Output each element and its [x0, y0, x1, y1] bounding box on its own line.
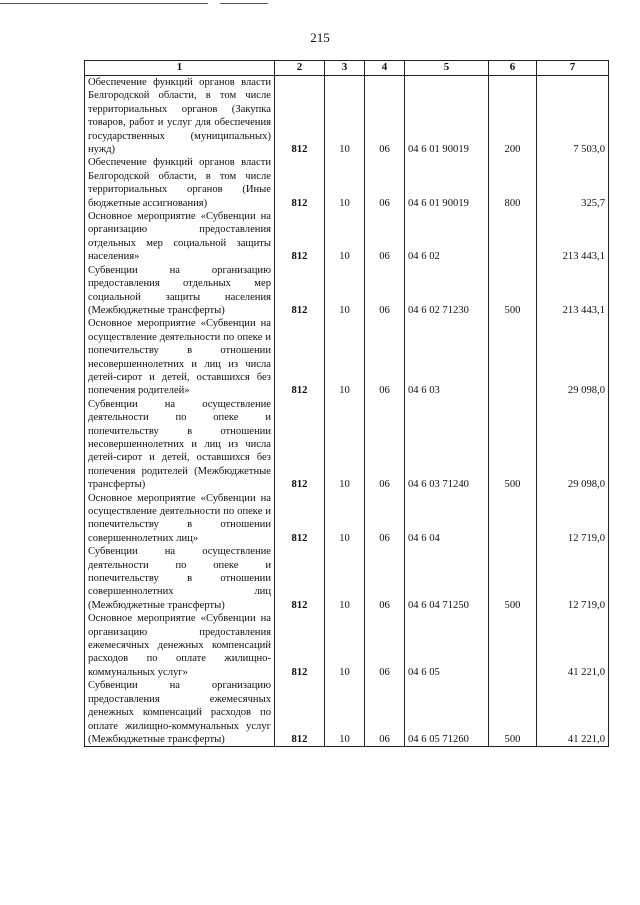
row-name: Субвенции на организацию предоставления отдельных мер социальной защиты населения (Межбюджетные трансферты) — [85, 264, 275, 318]
col-header-4: 4 — [365, 61, 405, 76]
table-row — [85, 679, 609, 747]
row-name: Субвенции на осуществление деятельности по опеке и попечительству в отношении несовершеннолетних и лиц из числа детей-сирот и детей, оставшихся без попечения родителей (Межбюджетные трансферты) — [85, 398, 275, 492]
table-row — [85, 492, 609, 546]
table-row — [85, 398, 609, 492]
row-subsection: 06 — [365, 76, 405, 157]
table-row — [85, 545, 609, 612]
row-name: Основное мероприятие «Субвенции на организацию предоставления ежемесячных денежных компенсаций расходов по оплате жилищно-коммунальных услуг» — [85, 612, 275, 679]
row-admin-code: 812 — [275, 76, 325, 157]
row-admin-code: 812 — [275, 210, 325, 264]
table-row — [85, 612, 609, 679]
row-expense-type: 500 — [489, 398, 537, 492]
table-row — [85, 210, 609, 264]
row-target-article: 04 6 05 71260 — [405, 679, 489, 747]
row-section: 10 — [325, 612, 365, 679]
row-amount: 12 719,0 — [537, 492, 609, 546]
row-expense-type: 500 — [489, 545, 537, 612]
row-name: Субвенции на организацию предоставления ежемесячных денежных компенсаций расходов по оплате жилищно-коммунальных услуг (Межбюджетные трансферты) — [85, 679, 275, 747]
row-admin-code: 812 — [275, 492, 325, 546]
row-expense-type — [489, 317, 537, 397]
row-amount: 213 443,1 — [537, 210, 609, 264]
row-amount: 41 221,0 — [537, 612, 609, 679]
table-row — [85, 156, 609, 210]
row-expense-type: 500 — [489, 679, 537, 747]
row-target-article: 04 6 03 71240 — [405, 398, 489, 492]
row-expense-type: 200 — [489, 76, 537, 157]
header-row — [85, 61, 609, 76]
row-subsection: 06 — [365, 317, 405, 397]
row-target-article: 04 6 02 — [405, 210, 489, 264]
row-target-article: 04 6 03 — [405, 317, 489, 397]
row-expense-type: 800 — [489, 156, 537, 210]
row-section: 10 — [325, 156, 365, 210]
col-header-1: 1 — [85, 61, 275, 76]
page-number: 215 — [310, 30, 330, 45]
row-subsection: 06 — [365, 398, 405, 492]
row-section: 10 — [325, 398, 365, 492]
row-name: Основное мероприятие «Субвенции на осуществление деятельности по опеке и попечительству в отношении совершеннолетних лиц» — [85, 492, 275, 546]
row-admin-code: 812 — [275, 398, 325, 492]
row-subsection: 06 — [365, 264, 405, 318]
row-amount: 213 443,1 — [537, 264, 609, 318]
row-expense-type: 500 — [489, 264, 537, 318]
col-header-5: 5 — [405, 61, 489, 76]
row-amount: 29 098,0 — [537, 398, 609, 492]
row-amount: 325,7 — [537, 156, 609, 210]
row-expense-type — [489, 210, 537, 264]
row-admin-code: 812 — [275, 156, 325, 210]
row-name: Обеспечение функций органов власти Белгородской области, в том числе территориальных органов (Иные бюджетные ассигнования) — [85, 156, 275, 210]
budget-table — [84, 60, 609, 747]
row-target-article: 04 6 05 — [405, 612, 489, 679]
row-admin-code: 812 — [275, 317, 325, 397]
row-section: 10 — [325, 679, 365, 747]
row-section: 10 — [325, 492, 365, 546]
top-rule-right — [220, 3, 268, 4]
row-subsection: 06 — [365, 492, 405, 546]
row-target-article: 04 6 02 71230 — [405, 264, 489, 318]
row-admin-code: 812 — [275, 612, 325, 679]
row-target-article: 04 6 04 — [405, 492, 489, 546]
table-row — [85, 76, 609, 157]
row-name: Основное мероприятие «Субвенции на осуществление деятельности по опеке и попечительству в отношении несовершеннолетних и лиц из числа детей-сирот и детей, оставшихся без попечения родителей» — [85, 317, 275, 397]
table-row — [85, 317, 609, 397]
row-name: Субвенции на осуществление деятельности по опеке и попечительству в отношении совершеннолетних лиц (Межбюджетные трансферты) — [85, 545, 275, 612]
row-amount: 12 719,0 — [537, 545, 609, 612]
row-amount: 29 098,0 — [537, 317, 609, 397]
row-admin-code: 812 — [275, 679, 325, 747]
row-subsection: 06 — [365, 156, 405, 210]
row-expense-type — [489, 492, 537, 546]
row-target-article: 04 6 01 90019 — [405, 76, 489, 157]
row-section: 10 — [325, 264, 365, 318]
col-header-7: 7 — [537, 61, 609, 76]
col-header-6: 6 — [489, 61, 537, 76]
row-admin-code: 812 — [275, 545, 325, 612]
row-subsection: 06 — [365, 679, 405, 747]
table-row — [85, 264, 609, 318]
row-section: 10 — [325, 317, 365, 397]
row-name: Основное мероприятие «Субвенции на организацию предоставления отдельных мер социальной защиты населения» — [85, 210, 275, 264]
row-subsection: 06 — [365, 210, 405, 264]
row-subsection: 06 — [365, 545, 405, 612]
row-target-article: 04 6 01 90019 — [405, 156, 489, 210]
row-section: 10 — [325, 545, 365, 612]
row-section: 10 — [325, 76, 365, 157]
row-subsection: 06 — [365, 612, 405, 679]
row-admin-code: 812 — [275, 264, 325, 318]
row-expense-type — [489, 612, 537, 679]
row-name: Обеспечение функций органов власти Белгородской области, в том числе территориальных органов (Закупка товаров, работ и услуг для обеспечения государственных (муниципальных) нужд) — [85, 76, 275, 157]
col-header-3: 3 — [325, 61, 365, 76]
row-target-article: 04 6 04 71250 — [405, 545, 489, 612]
row-amount: 41 221,0 — [537, 679, 609, 747]
top-rule-left — [0, 3, 208, 4]
row-section: 10 — [325, 210, 365, 264]
col-header-2: 2 — [275, 61, 325, 76]
row-amount: 7 503,0 — [537, 76, 609, 157]
